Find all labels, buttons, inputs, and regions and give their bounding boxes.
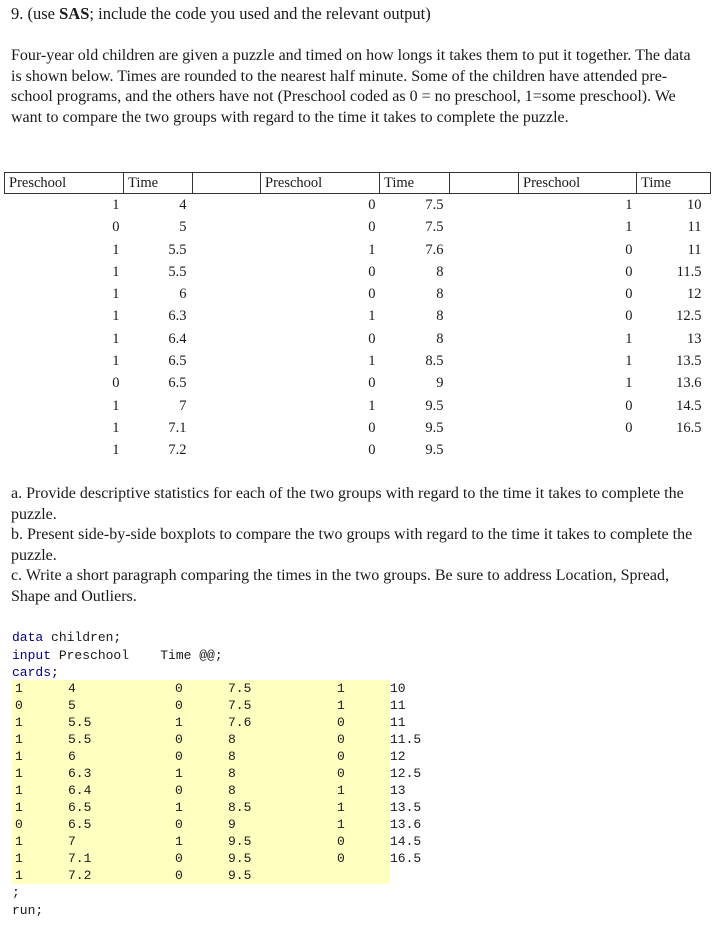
table-cell: 11 [687, 219, 702, 236]
table-cell: 6.5 [168, 353, 187, 370]
table-cell: 0 [368, 442, 376, 459]
code-value: 7.2 [68, 868, 92, 883]
code-value: 12.5 [390, 766, 422, 781]
table-cell: 1 [368, 397, 376, 414]
code-line2-rest: Preschool Time @@; [51, 647, 223, 663]
code-value: 6.3 [68, 766, 92, 781]
table-cell [193, 305, 261, 327]
code-value: 1 [15, 783, 23, 798]
table-header-cell [193, 173, 261, 194]
table-cell: 0 [368, 375, 376, 392]
table-cell: 5 [179, 219, 187, 236]
code-value: 0 [175, 749, 183, 764]
table-row [5, 283, 711, 305]
code-value: 1 [15, 749, 23, 764]
code-value: 1 [337, 817, 345, 832]
code-value: 9.5 [228, 851, 252, 866]
table-cell: 6.5 [168, 375, 187, 392]
code-value: 5 [68, 698, 76, 713]
code-value: 13 [390, 783, 406, 798]
table-cell: 5.5 [168, 263, 187, 280]
code-value: 7.1 [68, 851, 92, 866]
code-value: 13.5 [390, 800, 422, 815]
table-cell: 10 [687, 197, 702, 213]
table-row [5, 417, 711, 439]
code-value: 0 [337, 715, 345, 730]
table-cell [450, 395, 519, 417]
table-cell: 1 [625, 197, 633, 213]
table-row [5, 328, 711, 350]
table-cell: 9.5 [425, 442, 444, 459]
question-number: 9. [11, 4, 24, 23]
table-cell [193, 194, 261, 217]
code-value: 1 [15, 851, 23, 866]
code-value: 1 [175, 715, 183, 730]
code-value: 8.5 [228, 800, 252, 815]
code-value: 0 [337, 749, 345, 764]
code-value: 8 [228, 749, 236, 764]
table-cell [193, 372, 261, 394]
code-value: 0 [15, 698, 23, 713]
task-b: b. Present side-by-side boxplots to compare the two groups with regard to the time it takes to complete the puzzle. [11, 526, 693, 564]
code-value: 0 [337, 766, 345, 781]
table-cell: 1 [625, 219, 633, 236]
question-sas: SAS [59, 4, 90, 23]
table-cell: 7.6 [425, 241, 444, 258]
table-cell: 0 [368, 219, 376, 236]
code-value: 11 [390, 715, 406, 730]
table-cell [193, 328, 261, 350]
table-cell: 0 [625, 308, 633, 325]
table-cell: 1 [112, 286, 120, 303]
task-c: c. Write a short paragraph comparing the times in the two groups. Be sure to address Location, Spread, Shape and Outliers. [11, 567, 669, 605]
intro-paragraph: Four-year old children are given a puzzle and timed on how longs it takes them to put it together. The data is shown below. Times are rounded to the nearest half minute. Some of the children have attended pre-school programs, and the others have not (Preschool coded as 0 = no preschool, 1=some preschool). We want to compare the two groups with regard to the time it takes to complete the puzzle. [11, 47, 691, 126]
code-value: 0 [337, 834, 345, 849]
table-row [5, 350, 711, 372]
code-value: 1 [175, 834, 183, 849]
table-cell: 1 [112, 330, 120, 347]
code-value: 1 [15, 834, 23, 849]
code-value: 0 [175, 681, 183, 696]
code-value: 7.5 [228, 698, 252, 713]
code-value: 11 [390, 698, 406, 713]
code-semicolon: ; [12, 885, 20, 900]
code-keyword-data: data [12, 630, 44, 645]
table-cell: 1 [112, 263, 120, 280]
code-value: 4 [68, 681, 76, 696]
code-value: 7 [68, 834, 76, 849]
table-cell: 8 [436, 330, 444, 347]
table-row [5, 261, 711, 283]
table-cell: 0 [625, 419, 633, 436]
table-cell: 0 [368, 330, 376, 347]
code-value: 1 [15, 800, 23, 815]
table-cell: 1 [112, 397, 120, 414]
code-run: run; [12, 903, 44, 918]
table-cell [450, 216, 519, 238]
table-cell: 13.6 [676, 375, 702, 392]
sas-code-header [12, 629, 223, 682]
table-cell: 1 [625, 330, 633, 347]
table-cell: 0 [625, 241, 633, 258]
table-cell: 8.5 [425, 353, 444, 370]
code-value: 0 [175, 868, 183, 883]
code-value: 0 [175, 698, 183, 713]
table-header-row [5, 173, 711, 194]
code-keyword-cards: cards; [12, 665, 59, 680]
table-header-cell: Preschool [261, 173, 380, 194]
table-cell: 9 [436, 375, 444, 392]
table-cell: 1 [368, 353, 376, 370]
table-cell: 14.5 [676, 397, 702, 414]
table-cell [450, 283, 519, 305]
sas-datalines [12, 680, 422, 884]
table-cell: 7.5 [425, 219, 444, 236]
table-cell [193, 261, 261, 283]
question-title [11, 4, 431, 24]
table-cell: 4 [179, 197, 187, 213]
code-value: 8 [228, 766, 236, 781]
table-header-cell: Time [124, 173, 193, 194]
table-cell [450, 239, 519, 261]
table-cell: 0 [625, 286, 633, 303]
table-cell [450, 439, 519, 461]
table-cell: 8 [436, 308, 444, 325]
table-cell: 7.1 [168, 419, 187, 436]
table-cell: 13.5 [676, 353, 702, 370]
table-cell [450, 372, 519, 394]
code-value: 1 [337, 783, 345, 798]
code-value: 7.6 [228, 715, 252, 730]
table-cell: 16.5 [676, 419, 702, 436]
table-cell: 1 [625, 353, 633, 370]
code-value: 13.6 [390, 817, 422, 832]
table-cell: 0 [112, 375, 120, 392]
code-value: 0 [15, 817, 23, 832]
table-cell: 11 [687, 241, 702, 258]
table-cell: 11.5 [676, 263, 702, 280]
table-cell: 0 [368, 419, 376, 436]
table-header-cell [450, 173, 519, 194]
table-header-cell: Time [637, 173, 711, 194]
code-value: 11.5 [390, 732, 422, 747]
code-value: 1 [175, 800, 183, 815]
table-row [5, 194, 711, 217]
code-value: 0 [175, 783, 183, 798]
table-cell [193, 417, 261, 439]
code-value: 0 [175, 817, 183, 832]
question-open: (use [27, 4, 60, 23]
table-cell [193, 283, 261, 305]
table-row [5, 239, 711, 261]
table-cell: 9.5 [425, 419, 444, 436]
table-cell: 7.5 [425, 197, 444, 213]
code-value: 1 [15, 715, 23, 730]
table-cell: 1 [112, 197, 120, 213]
table-cell: 7.2 [168, 442, 187, 459]
code-value: 6 [68, 749, 76, 764]
table-cell [193, 350, 261, 372]
table-cell: 12.5 [676, 308, 702, 325]
code-value: 1 [15, 732, 23, 747]
table-cell [450, 417, 519, 439]
table-cell: 1 [112, 442, 120, 459]
table-cell: 8 [436, 263, 444, 280]
code-value: 1 [337, 800, 345, 815]
code-value: 10 [390, 681, 406, 696]
table-cell: 1 [368, 308, 376, 325]
table-cell: 6.3 [168, 308, 187, 325]
table-cell [193, 439, 261, 461]
code-keyword-input: input [12, 647, 52, 663]
code-value: 8 [228, 732, 236, 747]
table-cell [193, 216, 261, 238]
code-line1-rest: children; [43, 630, 122, 645]
code-value: 9.5 [228, 868, 252, 883]
code-value: 1 [175, 766, 183, 781]
table-cell: 1 [625, 375, 633, 392]
data-table [4, 172, 711, 462]
table-row [5, 395, 711, 417]
table-cell [519, 439, 637, 461]
code-value: 6.4 [68, 783, 92, 798]
table-cell: 1 [112, 419, 120, 436]
code-value: 7.5 [228, 681, 252, 696]
table-cell [637, 439, 711, 461]
table-cell: 9.5 [425, 397, 444, 414]
table-row [5, 439, 711, 461]
code-value: 1 [15, 681, 23, 696]
table-cell: 7 [179, 397, 187, 414]
table-cell: 0 [368, 197, 376, 213]
table-row [5, 216, 711, 238]
table-cell [450, 261, 519, 283]
table-cell: 0 [625, 397, 633, 414]
code-value: 5.5 [68, 732, 92, 747]
code-value: 6.5 [68, 817, 92, 832]
table-cell [193, 239, 261, 261]
code-value: 8 [228, 783, 236, 798]
table-cell [450, 350, 519, 372]
table-cell [450, 305, 519, 327]
code-value: 0 [337, 851, 345, 866]
code-value: 6.5 [68, 800, 92, 815]
table-header-cell: Time [380, 173, 450, 194]
code-value: 1 [337, 698, 345, 713]
table-cell: 1 [112, 353, 120, 370]
code-value: 16.5 [390, 851, 422, 866]
code-value: 5.5 [68, 715, 92, 730]
table-cell: 12 [687, 286, 702, 303]
table-cell: 0 [368, 286, 376, 303]
code-value: 14.5 [390, 834, 422, 849]
table-cell: 13 [687, 330, 702, 347]
code-value: 1 [15, 868, 23, 883]
table-cell [450, 328, 519, 350]
task-list [11, 484, 701, 608]
question-rest: ; include the code you used and the relevant output) [89, 4, 431, 23]
table-cell: 1 [112, 308, 120, 325]
table-cell: 0 [625, 263, 633, 280]
code-value: 12 [390, 749, 406, 764]
table-cell: 6.4 [168, 330, 187, 347]
table-header-cell: Preschool [5, 173, 124, 194]
table-cell: 8 [436, 286, 444, 303]
table-header-cell: Preschool [519, 173, 637, 194]
code-value: 0 [175, 851, 183, 866]
table-cell: 1 [368, 241, 376, 258]
table-cell: 6 [179, 286, 187, 303]
code-value: 1 [15, 766, 23, 781]
table-cell: 1 [112, 241, 120, 258]
code-value: 0 [337, 732, 345, 747]
table-cell [450, 194, 519, 217]
task-a: a. Provide descriptive statistics for each of the two groups with regard to the time it takes to complete the puzzle. [11, 485, 684, 523]
table-row [5, 372, 711, 394]
table-row [5, 305, 711, 327]
code-value: 9.5 [228, 834, 252, 849]
table-cell: 5.5 [168, 241, 187, 258]
code-value: 1 [337, 681, 345, 696]
table-cell: 0 [112, 219, 120, 236]
code-value: 0 [175, 732, 183, 747]
table-cell [193, 395, 261, 417]
code-value: 9 [228, 817, 236, 832]
table-cell: 0 [368, 263, 376, 280]
